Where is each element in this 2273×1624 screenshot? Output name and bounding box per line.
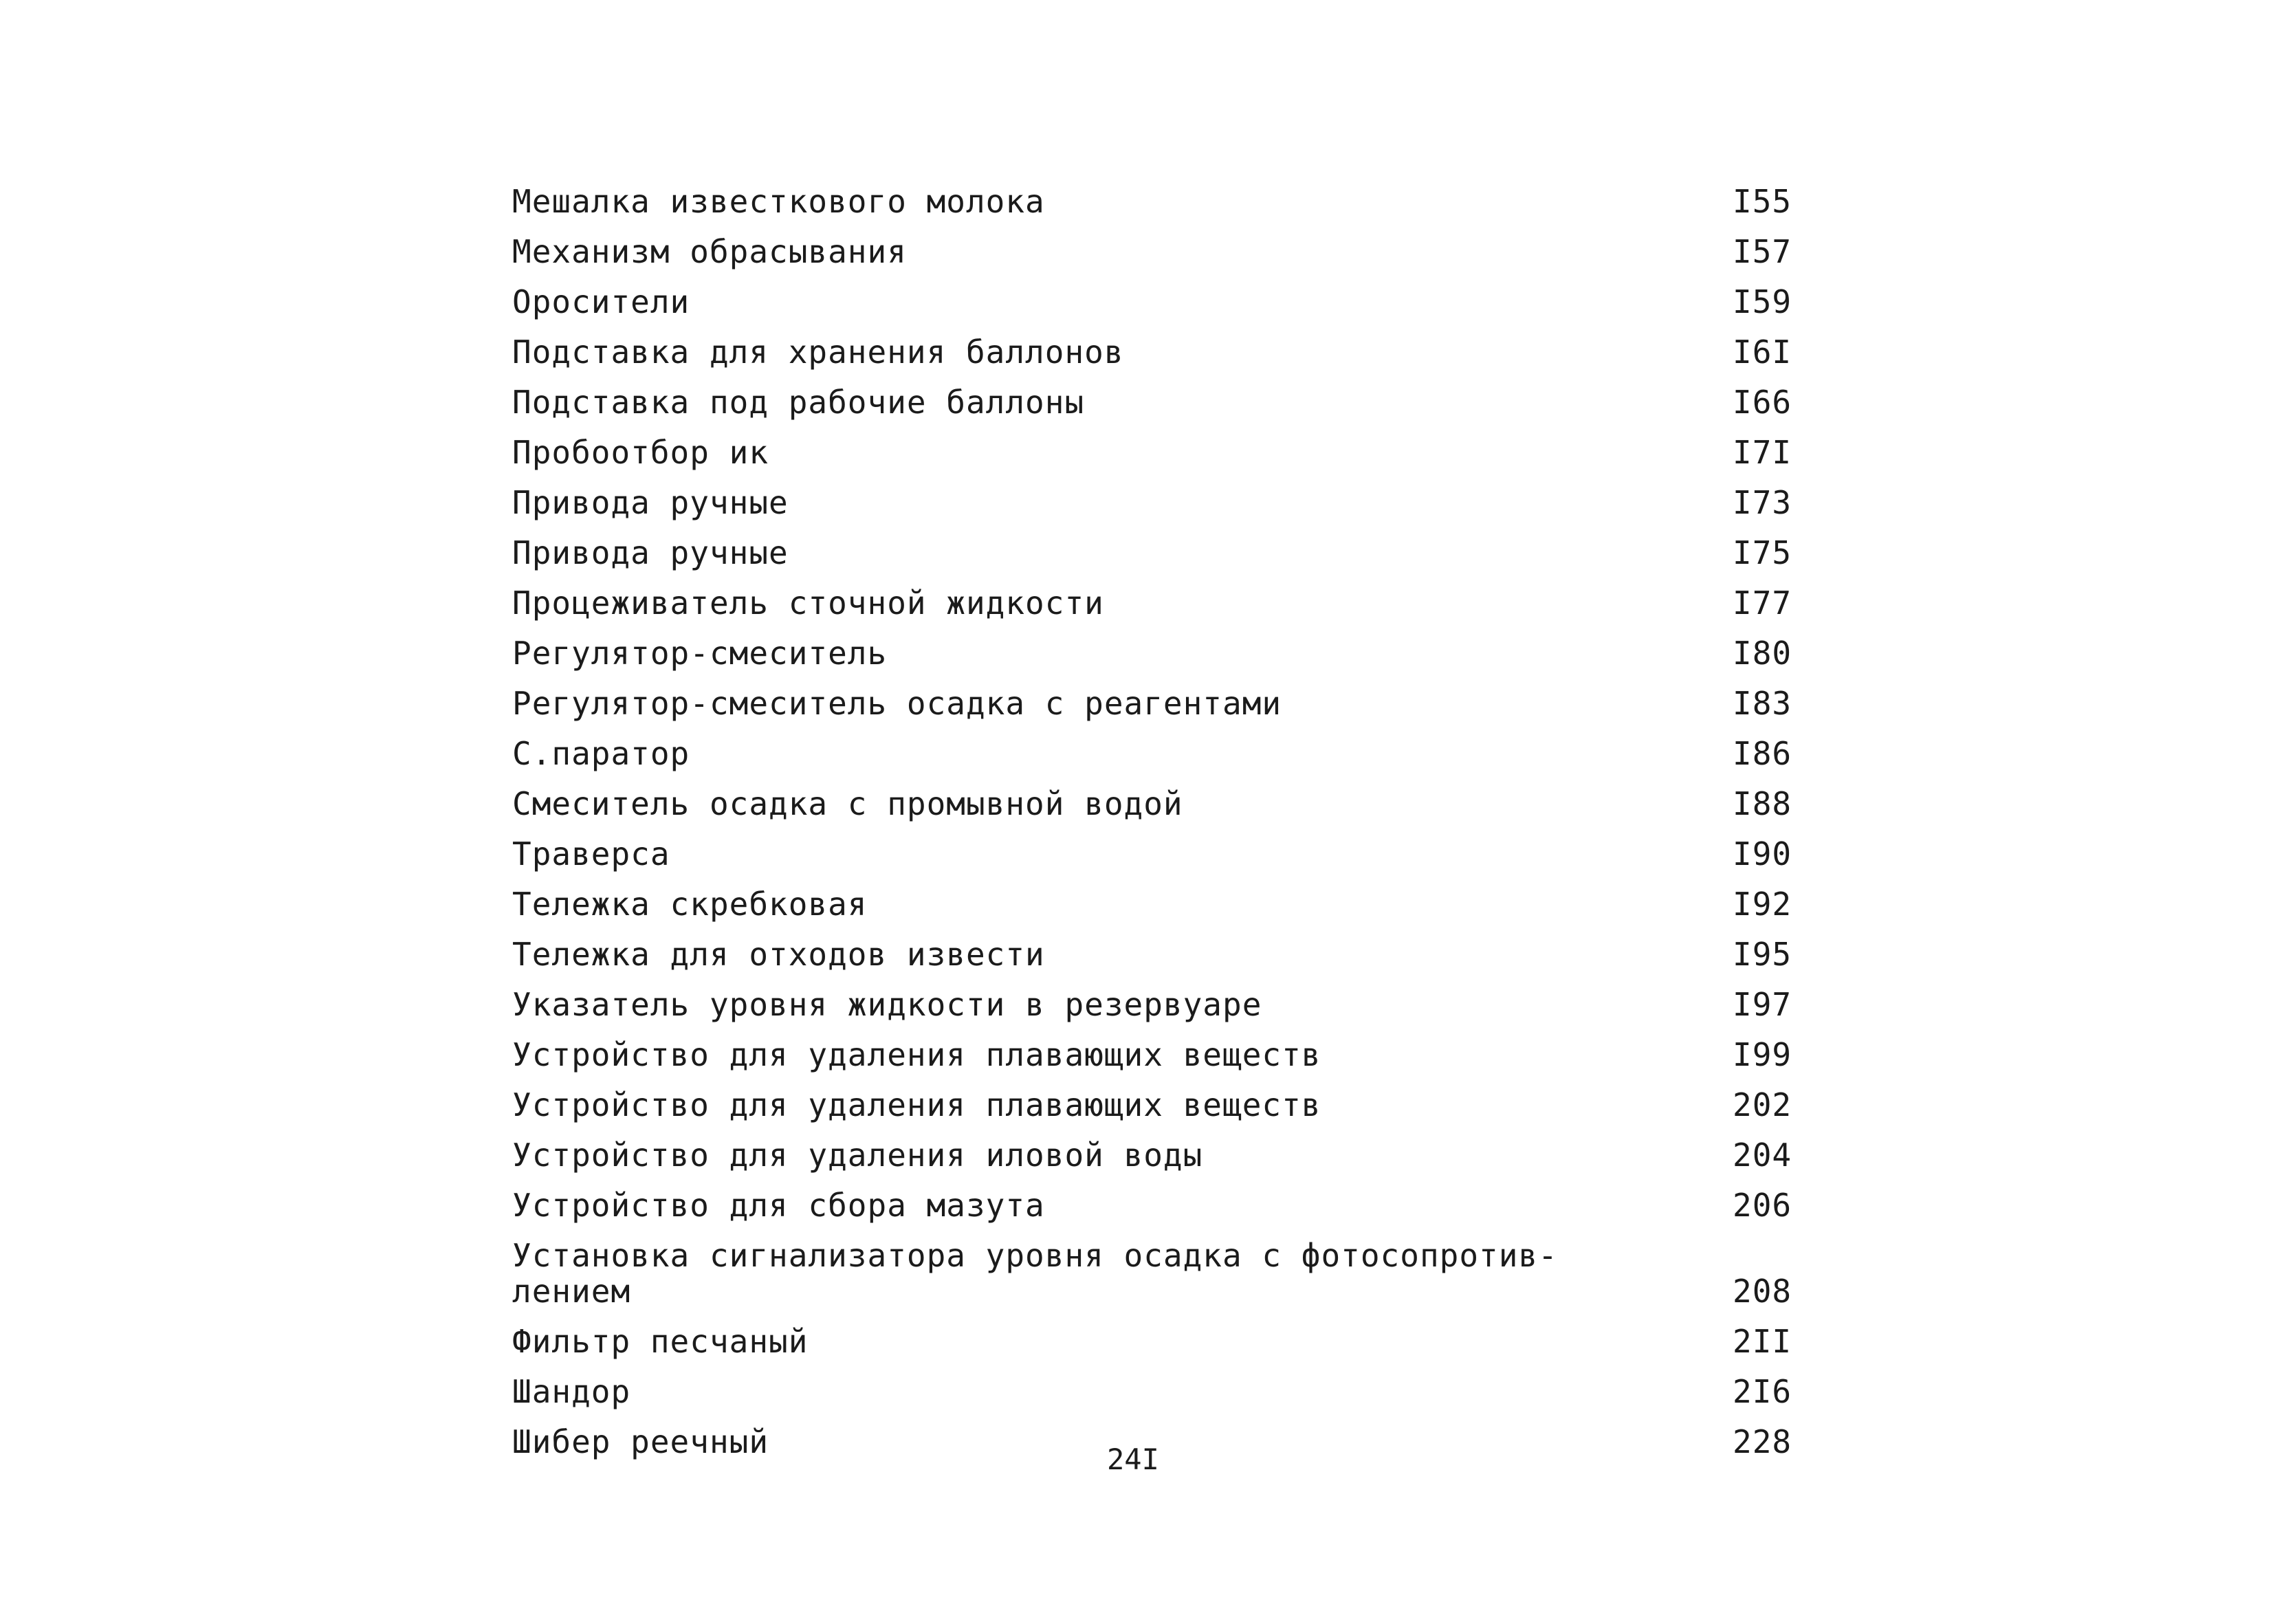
toc-entry-title: Смеситель осадка с промывной водой [512, 785, 1183, 822]
toc-entry-title: Регулятор-смеситель [512, 635, 888, 672]
toc-entry [512, 922, 1808, 972]
toc-entry-title: Указатель уровня жидкости в резервуаре [512, 986, 1262, 1023]
toc-entry-page: I7I [1733, 434, 1792, 471]
toc-entry [512, 270, 1808, 320]
toc-entry [512, 771, 1808, 822]
table-of-contents [512, 169, 1808, 1460]
toc-entry-page: I86 [1733, 735, 1792, 772]
toc-entry-title: Установка сигнализатора уровня осадка с фотосопротив- лением [512, 1237, 1558, 1310]
toc-entry [512, 470, 1808, 520]
toc-entry-page: 202 [1733, 1086, 1792, 1123]
toc-entry-page: I73 [1733, 484, 1792, 521]
toc-entry-page: I97 [1733, 986, 1792, 1023]
toc-entry-title: Пробоотбор ик [512, 434, 769, 471]
toc-entry-title: Тележка для отходов извести [512, 936, 1045, 973]
toc-entry-title: С.паратор [512, 735, 690, 772]
toc-entry-title: Шандор [512, 1373, 631, 1410]
toc-entry-title: Подставка под рабочие баллоны [512, 384, 1085, 421]
toc-entry-page: I59 [1733, 283, 1792, 320]
toc-entry-title: Процеживатель сточной жидкости [512, 584, 1104, 622]
toc-entry [512, 1309, 1808, 1359]
toc-entry-title: Тележка скребковая [512, 886, 868, 923]
toc-entry-page: I88 [1733, 785, 1792, 822]
toc-entry-page: I92 [1733, 886, 1792, 923]
toc-entry [512, 1223, 1808, 1309]
toc-entry [512, 420, 1808, 470]
toc-entry-page: I90 [1733, 835, 1792, 873]
toc-entry-title: Привода ручные [512, 534, 789, 571]
toc-entry-page: I99 [1733, 1036, 1792, 1073]
toc-entry [512, 1022, 1808, 1073]
toc-entry-title: Шибер реечный [512, 1423, 769, 1460]
toc-entry-page: 228 [1733, 1423, 1792, 1460]
toc-entry [512, 671, 1808, 721]
toc-entry [512, 370, 1808, 420]
toc-entry-title: Механизм обрасывания [512, 233, 907, 270]
toc-entry-title: Мешалка известкового молока [512, 183, 1045, 220]
toc-entry [512, 822, 1808, 872]
toc-entry-page: I95 [1733, 936, 1792, 973]
toc-entry [512, 320, 1808, 370]
toc-entry-page: I55 [1733, 183, 1792, 220]
toc-entry-title: Устройство для удаления иловой воды [512, 1137, 1203, 1174]
toc-entry [512, 621, 1808, 671]
toc-entry [512, 571, 1808, 621]
toc-entry [512, 721, 1808, 771]
toc-entry-page: 204 [1733, 1137, 1792, 1174]
toc-entry-page: I57 [1733, 233, 1792, 270]
toc-entry-title: Траверса [512, 835, 670, 873]
toc-entry [512, 1123, 1808, 1173]
toc-entry-page: 206 [1733, 1187, 1792, 1224]
toc-entry-page: 2II [1733, 1323, 1792, 1360]
toc-entry-page: I66 [1733, 384, 1792, 421]
toc-entry [512, 972, 1808, 1022]
toc-entry [512, 1073, 1808, 1123]
toc-entry-title: Подставка для хранения баллонов [512, 333, 1124, 371]
toc-entry-title: Устройство для удаления плавающих веществ [512, 1036, 1321, 1073]
toc-entry [512, 1409, 1808, 1460]
toc-entry-page: I6I [1733, 333, 1792, 371]
toc-entry-page: I80 [1733, 635, 1792, 672]
toc-entry-page: I77 [1733, 584, 1792, 622]
toc-entry-title: Устройство для сбора мазута [512, 1187, 1045, 1224]
toc-entry-page: 208 [1733, 1273, 1792, 1310]
toc-entry [512, 219, 1808, 270]
toc-entry [512, 169, 1808, 219]
toc-entry [512, 1173, 1808, 1223]
toc-entry-page: I83 [1733, 685, 1792, 722]
toc-entry [512, 520, 1808, 571]
toc-entry-title: Привода ручные [512, 484, 789, 521]
toc-entry [512, 1359, 1808, 1409]
toc-entry-title: Регулятор-смеситель осадка с реагентами [512, 685, 1282, 722]
toc-entry-page: 2I6 [1733, 1373, 1792, 1410]
toc-entry-page: I75 [1733, 534, 1792, 571]
toc-entry-title: Устройство для удаления плавающих веществ [512, 1086, 1321, 1123]
toc-entry [512, 872, 1808, 922]
page-number: 24I [1107, 1442, 1159, 1476]
toc-entry-title: Фильтр песчаный [512, 1323, 809, 1360]
toc-entry-title: Оросители [512, 283, 690, 320]
